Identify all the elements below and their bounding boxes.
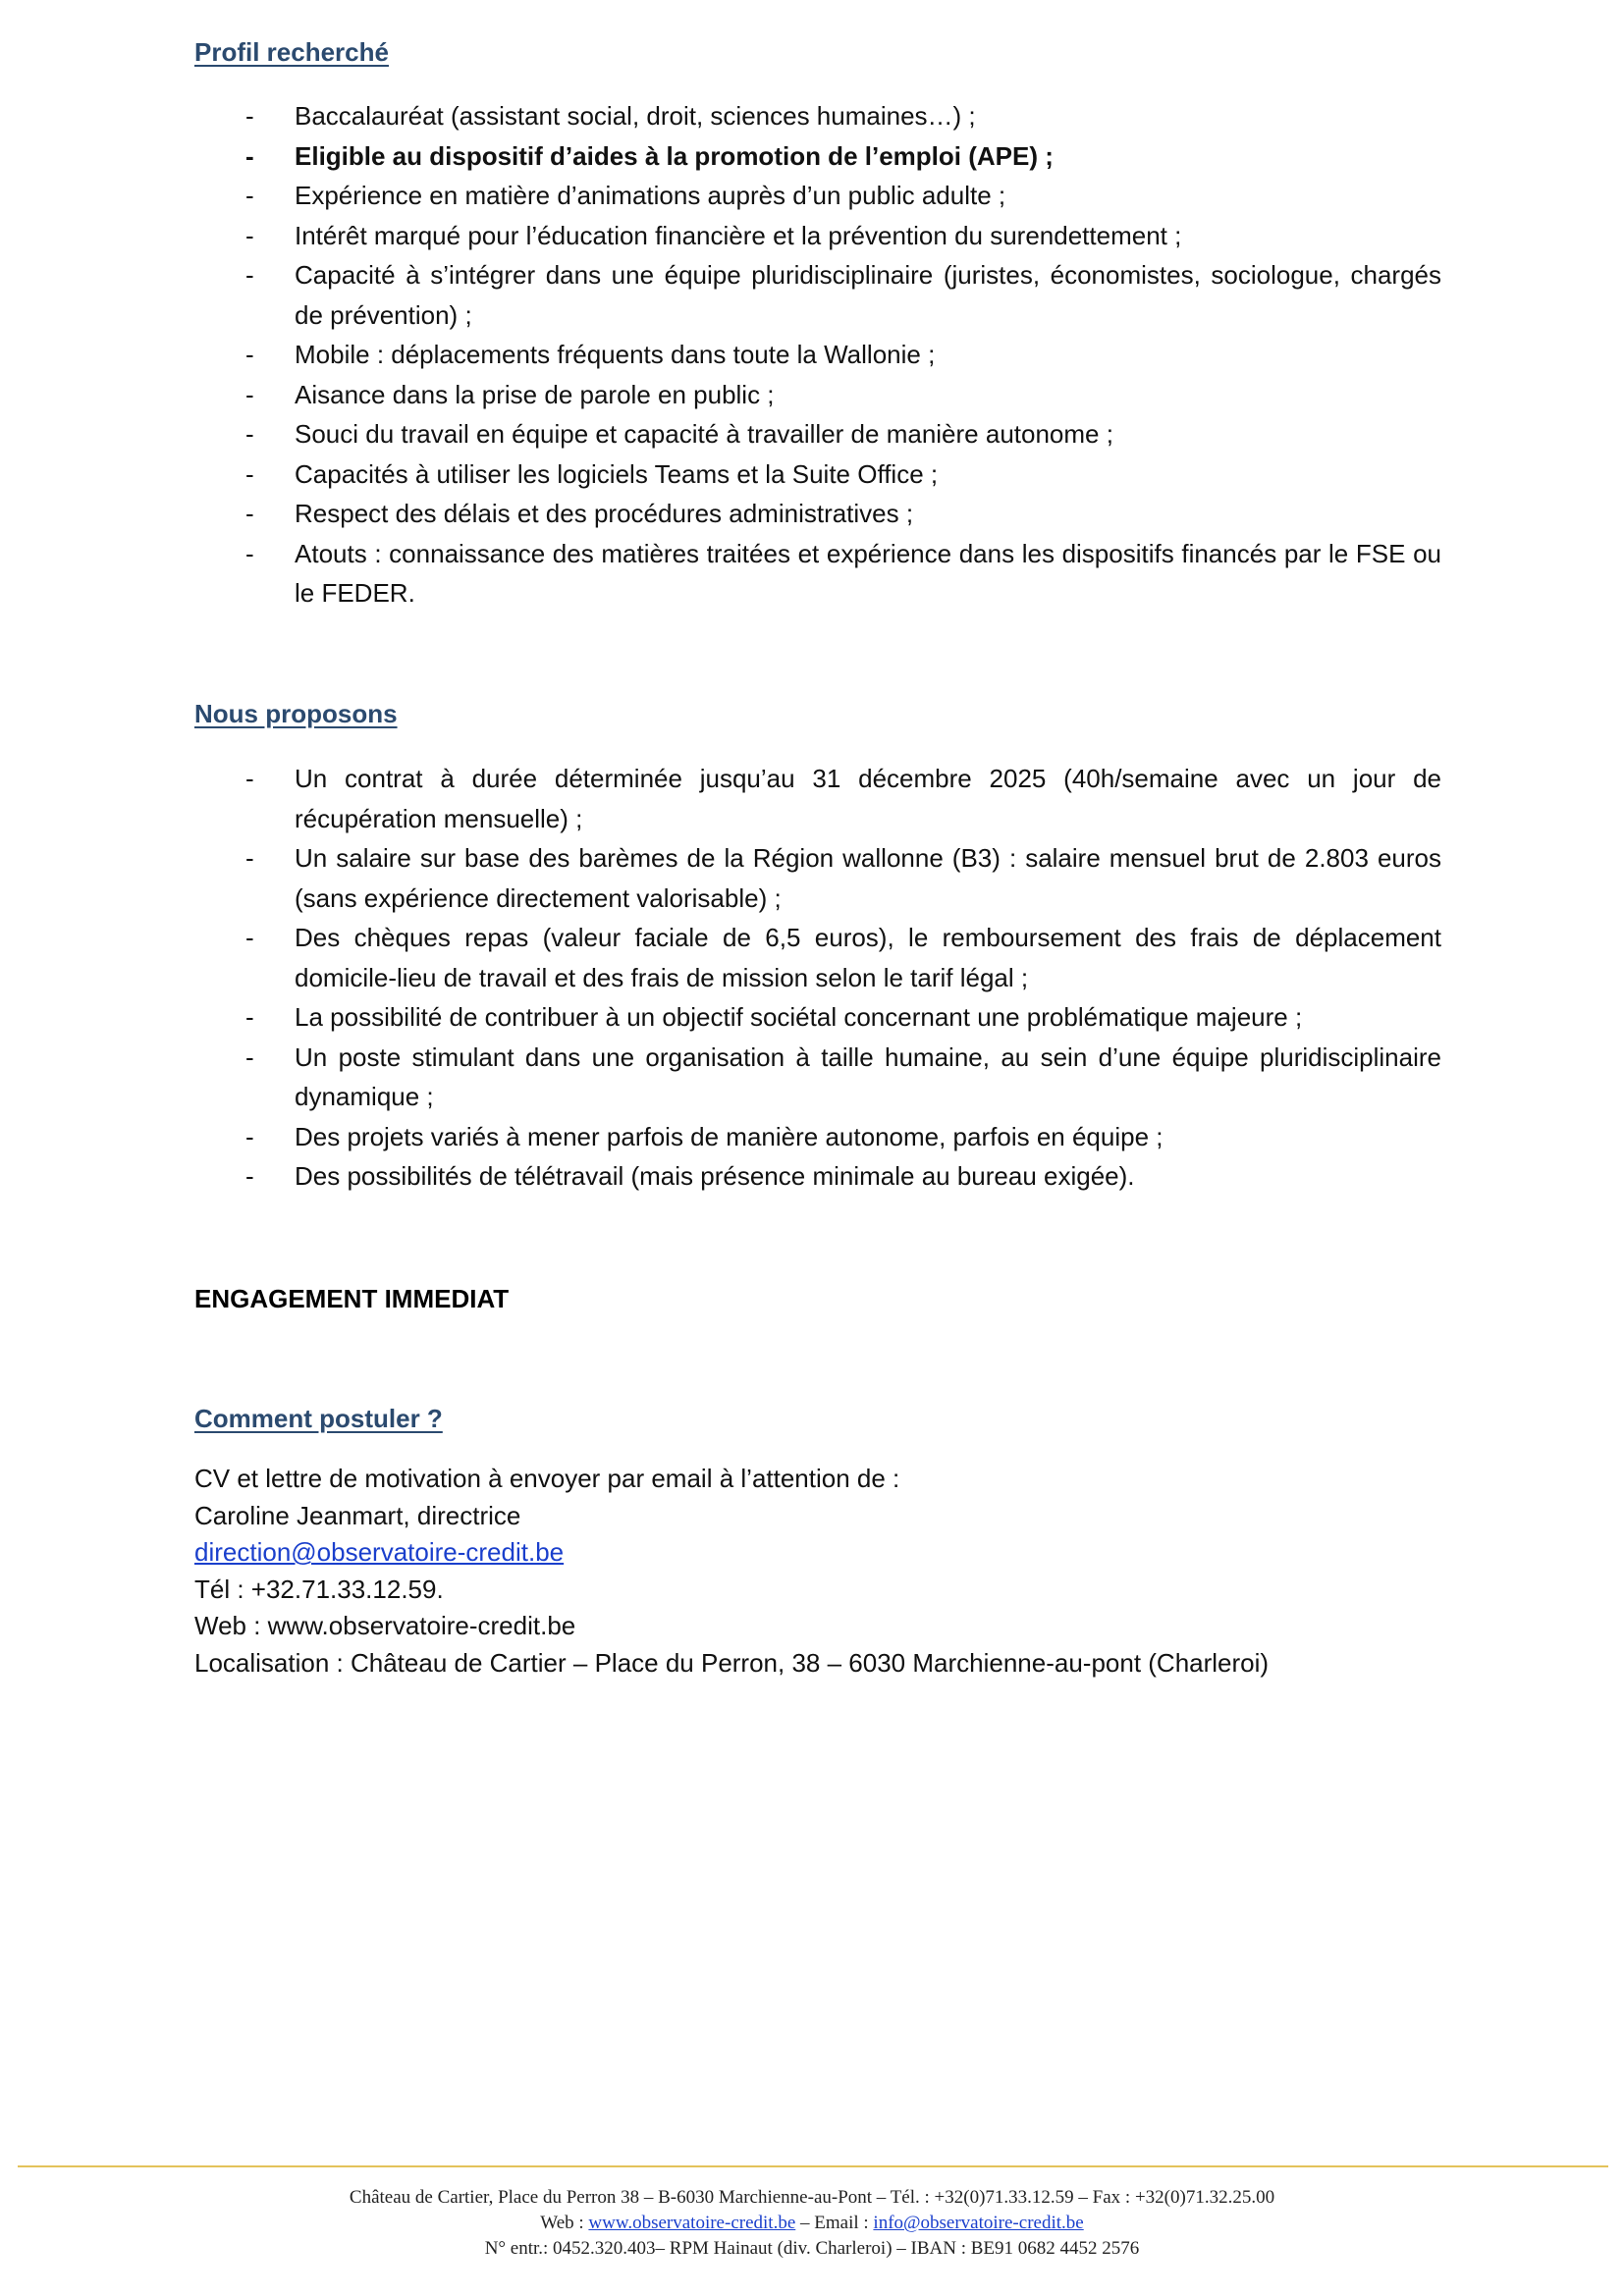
offer-heading: Nous proposons (194, 699, 398, 728)
footer (0, 2185, 1624, 2262)
footer-divider (18, 2165, 1608, 2167)
list-item: - Eligible au dispositif d’aides à la promotion de l’emploi (APE) ; (194, 136, 1441, 177)
list-item: - Baccalauréat (assistant social, droit, sciences humaines…) ; (194, 96, 1441, 136)
list-item: - Capacité à s’intégrer dans une équipe pluridisciplinaire (juristes, économistes, sociologue, chargés de prévention) ; (194, 255, 1441, 335)
engagement-heading: ENGAGEMENT IMMEDIAT (194, 1284, 510, 1313)
list-item: - Intérêt marqué pour l’éducation financière et la prévention du surendettement ; (194, 216, 1441, 256)
contact-name: Caroline Jeanmart, directrice (194, 1500, 521, 1530)
apply-heading: Comment postuler ? (194, 1404, 443, 1433)
list-item: - Capacités à utiliser les logiciels Teams et la Suite Office ; (194, 454, 1441, 495)
footer-registration: N° entr.: 0452.320.403– RPM Hainaut (div. Charleroi) – IBAN : BE91 0682 4452 2576 (484, 2238, 1140, 2259)
list-item: - Des possibilités de télétravail (mais présence minimale au bureau exigée). (194, 1156, 1441, 1197)
list-item: - Aisance dans la prise de parole en public ; (194, 375, 1441, 415)
contact-block (194, 1461, 1269, 1682)
list-item: - Des projets variés à mener parfois de manière autonome, parfois en équipe ; (194, 1117, 1441, 1157)
list-item: - Des chèques repas (valeur faciale de 6,5 euros), le remboursement des frais de déplacement domicile-lieu de travail et des frais de mission selon le tarif légal ; (194, 918, 1441, 997)
list-item: - La possibilité de contribuer à un objectif sociétal concernant une problématique majeure ; (194, 997, 1441, 1038)
footer-address: Château de Cartier, Place du Perron 38 – B-6030 Marchienne-au-Pont – Tél. : +32(0)71.33.12.59 – Fax : +32(0)71.32.25.00 (349, 2187, 1275, 2208)
profile-list (194, 96, 1441, 614)
footer-links (0, 2211, 1624, 2236)
list-item: - Mobile : déplacements fréquents dans toute la Wallonie ; (194, 335, 1441, 375)
offer-list (194, 759, 1441, 1197)
footer-web-label: Web : (540, 2213, 589, 2233)
profile-heading: Profil recherché (194, 37, 389, 67)
contact-intro: CV et lettre de motivation à envoyer par email à l’attention de : (194, 1464, 900, 1493)
contact-email-link[interactable]: direction@observatoire-credit.be (194, 1537, 565, 1567)
footer-email-label: – Email : (795, 2213, 874, 2233)
list-item: - Atouts : connaissance des matières traitées et expérience dans les dispositifs financés par le FSE ou le FEDER. (194, 534, 1441, 614)
list-item: - Respect des délais et des procédures administratives ; (194, 494, 1441, 534)
contact-location: Localisation : Château de Cartier – Place du Perron, 38 – 6030 Marchienne-au-pont (Charleroi) (194, 1647, 1270, 1678)
list-item: - Souci du travail en équipe et capacité à travailler de manière autonome ; (194, 414, 1441, 454)
list-item: - Expérience en matière d’animations auprès d’un public adulte ; (194, 176, 1441, 216)
contact-web: Web : www.observatoire-credit.be (194, 1611, 576, 1640)
list-item: - Un contrat à durée déterminée jusqu’au 31 décembre 2025 (40h/semaine avec un jour de récupération mensuelle) ; (194, 759, 1441, 838)
footer-web-link[interactable]: www.observatoire-credit.be (588, 2213, 796, 2233)
list-item: - Un salaire sur base des barèmes de la Région wallonne (B3) : salaire mensuel brut de 2.803 euros (sans expérience directement valorisable) ; (194, 838, 1441, 918)
footer-email-link[interactable]: info@observatoire-credit.be (873, 2213, 1084, 2233)
contact-phone: Tél : +32.71.33.12.59. (194, 1574, 444, 1604)
list-item: - Un poste stimulant dans une organisation à taille humaine, au sein d’une équipe pluridisciplinaire dynamique ; (194, 1038, 1441, 1117)
